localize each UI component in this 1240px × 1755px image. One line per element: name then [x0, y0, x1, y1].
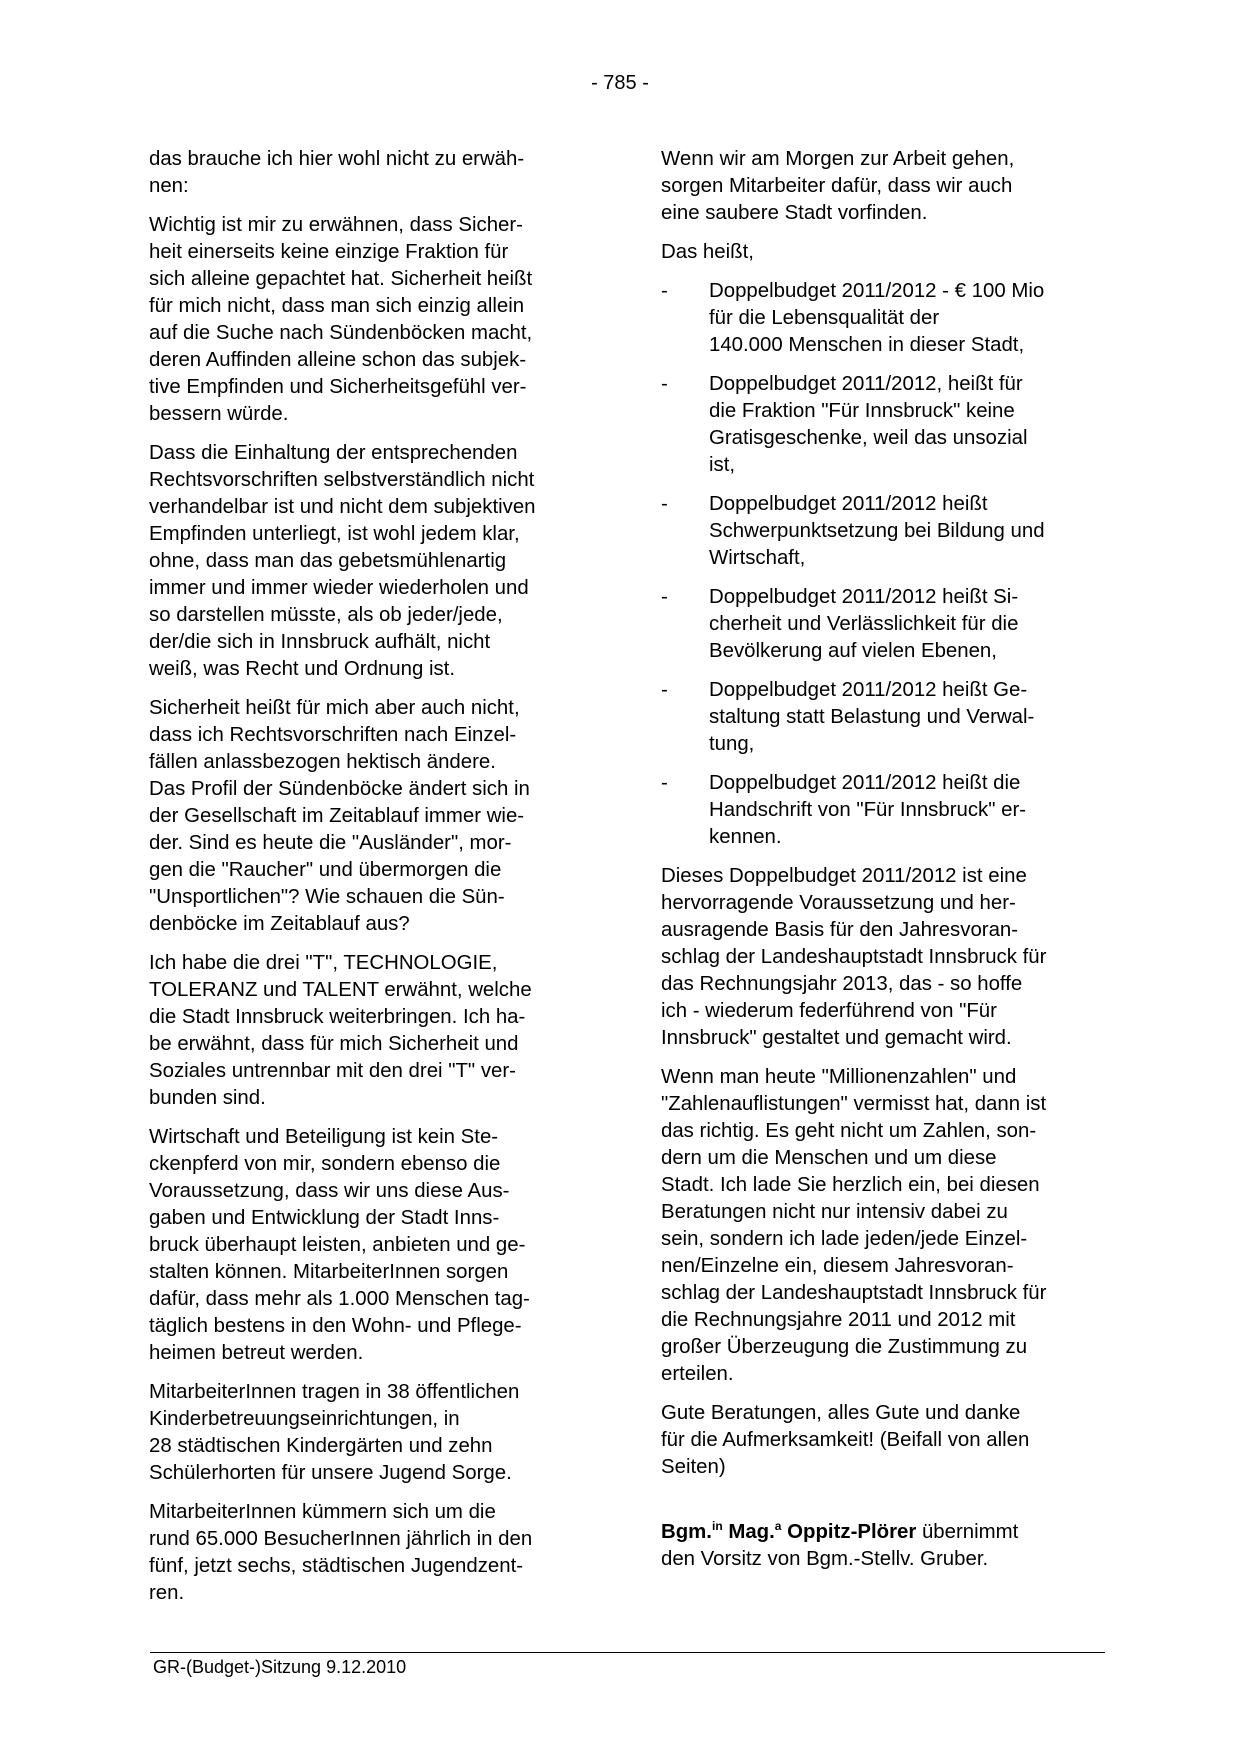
list-item — [661, 677, 1106, 758]
bullet-dash: - — [661, 586, 668, 608]
bullet-dash: - — [661, 679, 668, 701]
paragraph: MitarbeiterInnen tragen in 38 öffentlichen Kinderbetreuungseinrichtungen, in 28 städtischen Kindergärten und zehn Schülerhorten für unsere Jugend Sorge. — [149, 1381, 520, 1484]
note-text: übernimmt — [921, 1521, 1019, 1543]
list-item-text: Doppelbudget 2011/2012 heißt Ge- staltung statt Belastung und Verwal- tung, — [709, 679, 1035, 755]
paragraph: Sicherheit heißt für mich aber auch nicht, dass ich Rechtsvorschriften nach Einzel- fällen anlassbezogen hektisch ändere. Das Profil der Sündenböcke ändert sich in der Gesellschaft im Zeitablauf immer wie- der. Sind es heute die "Ausländer", mor- gen die "Raucher" und übermorgen die "Unsportlichen"? Wie schauen die Sün- denböcke im Zeitablauf aus? — [149, 697, 530, 935]
note-text: den Vorsitz von Bgm.-Stellv. Gruber. — [661, 1548, 989, 1570]
paragraph: Wichtig ist mir zu erwähnen, dass Sicher- heit einerseits keine einzige Fraktion für sich alleine gepachtet hat. Sicherheit heißt für mich nicht, dass man sich einzig allein auf die Suche nach Sündenböcken macht, deren Auffinden alleine schon das subjek- tive Empfinden und Sicherheitsgefühl ver- bessern würde. — [149, 214, 533, 425]
bullet-dash: - — [661, 280, 668, 302]
paragraph: Wenn man heute "Millionenzahlen" und "Zahlenauflistungen" vermisst hat, dann ist das richtig. Es geht nicht um Zahlen, son- dern um die Menschen und um diese Stadt. Ich lade Sie herzlich ein, bei diesen Beratungen nicht nur intensiv dabei zu sein, sondern ich lade jeden/jede Einzel- nen/Einzelne ein, diesem Jahresvoran- schlag der Landeshauptstadt Innsbruck für die Rechnungsjahre 2011 und 2012 mit großer Überzeugung die Zustimmung zu erteilen. — [661, 1066, 1047, 1385]
paragraph: Das heißt, — [661, 241, 754, 263]
paragraph: Dieses Doppelbudget 2011/2012 ist eine hervorragende Voraussetzung und her- ausragende Basis für den Jahresvoran- schlag der Landeshauptstadt Innsbruck für das Rechnungsjahr 2013, das - so hoffe ich - wiederum federführend von "Für Innsbruck" gestaltet und gemacht wird. — [661, 865, 1047, 1049]
paragraph: Gute Beratungen, alles Gute und danke für die Aufmerksamkeit! (Beifall von allen Seiten) — [661, 1402, 1030, 1478]
list-item-text: Doppelbudget 2011/2012 - € 100 Mio für die Lebensqualität der 140.000 Menschen in dieser Stadt, — [709, 280, 1045, 356]
footer-divider — [150, 1652, 1105, 1653]
list-item — [661, 584, 1106, 665]
paragraph: Dass die Einhaltung der entsprechenden Rechtsvorschriften selbstverständlich nicht verhandelbar ist und nicht dem subjektiven Empfinden unterliegt, ist wohl jedem klar, ohne, dass man das gebetsmühlenartig immer und immer wieder wiederholen und so darstellen müsste, als ob jeder/jede, der/die sich in Innsbruck aufhält, nicht weiß, was Recht und Ordnung ist. — [149, 442, 536, 680]
page-number: - 785 - — [591, 72, 649, 94]
paragraph: das brauche ich hier wohl nicht zu erwäh- nen: — [149, 148, 525, 197]
left-column — [149, 146, 599, 1619]
paragraph: Wenn wir am Morgen zur Arbeit gehen, sorgen Mitarbeiter dafür, dass wir auch eine saubere Stadt vorfinden. — [661, 148, 1015, 224]
list-item — [661, 371, 1106, 479]
speaker-name: Bgm.$^{in}$ Mag.$^a$ Oppitz-Plörer — [661, 1519, 917, 1543]
paragraph: MitarbeiterInnen kümmern sich um die rund 65.000 BesucherInnen jährlich in den fünf, jetzt sechs, städtischen Jugendzent- ren. — [149, 1501, 533, 1604]
list-item-text: Doppelbudget 2011/2012 heißt Schwerpunktsetzung bei Bildung und Wirtschaft, — [709, 493, 1045, 569]
right-column — [661, 146, 1106, 1493]
bullet-dash: - — [661, 493, 668, 515]
bullet-dash: - — [661, 373, 668, 395]
list-item — [661, 278, 1106, 359]
list-item — [661, 491, 1106, 572]
paragraph: Wirtschaft und Beteiligung ist kein Ste- ckenpferd von mir, sondern ebenso die Voraussetzung, dass wir uns diese Aus- gaben und Entwicklung der Stadt Inns- bruck überhaupt leisten, anbieten und ge- stalten können. MitarbeiterInnen sorgen dafür, dass mehr als 1.000 Menschen tag- täglich bestens in den Wohn- und Pflege- heimen betreut werden. — [149, 1126, 530, 1364]
list-item-text: Doppelbudget 2011/2012 heißt die Handschrift von "Für Innsbruck" er- kennen. — [709, 772, 1027, 848]
list-item — [661, 770, 1106, 851]
footer-session: GR-(Budget-)Sitzung 9.12.2010 — [153, 1657, 407, 1677]
list-item-text: Doppelbudget 2011/2012, heißt für die Fraktion "Für Innsbruck" keine Gratisgeschenke, weil das unsozial ist, — [709, 373, 1028, 476]
paragraph: Ich habe die drei "T", TECHNOLOGIE, TOLERANZ und TALENT erwähnt, welche die Stadt Innsbruck weiterbringen. Ich ha- be erwähnt, dass für mich Sicherheit und Soziales untrennbar mit den drei "T" ver- bunden sind. — [149, 952, 532, 1109]
list-item-text: Doppelbudget 2011/2012 heißt Si- cherheit und Verlässlichkeit für die Bevölkerung auf vielen Ebenen, — [709, 586, 1019, 662]
chair-change-note — [661, 1519, 1106, 1573]
bullet-dash: - — [661, 772, 668, 794]
